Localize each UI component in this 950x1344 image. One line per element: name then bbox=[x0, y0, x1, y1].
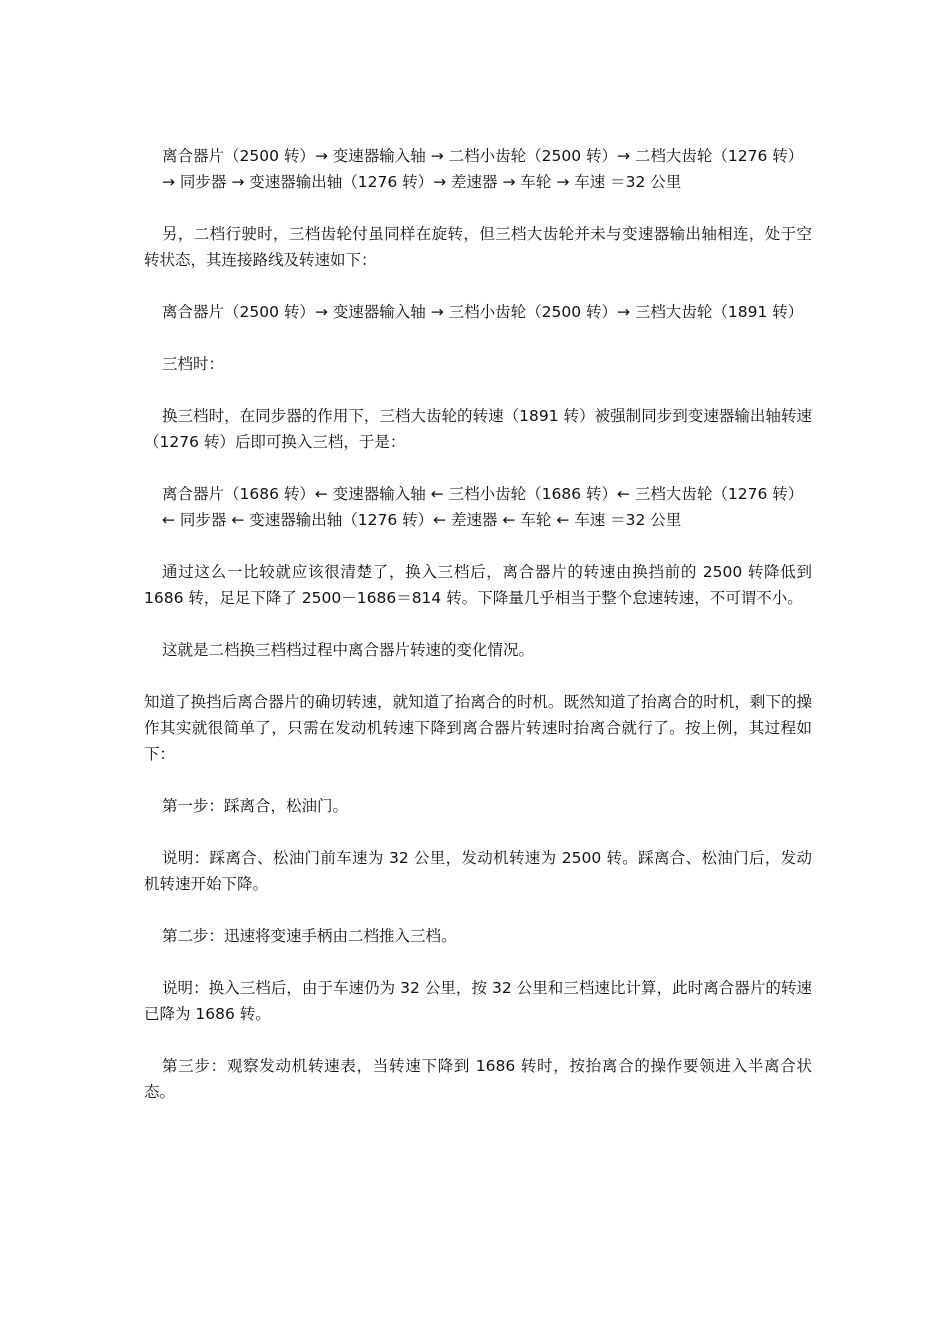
paragraph-line: 知道了换挡后离合器片的确切转速，就知道了抬离合的时机。既然知道了抬离合的时机，剩下的操作其实就很简单了，只需在发动机转速下降到离合器片转速时抬离合就行了。按上例，其过程如下： bbox=[144, 693, 812, 763]
paragraph-line: 离合器片（2500 转）→ 变速器输入轴 → 二档小齿轮（2500 转）→ 二档大齿轮（1276 转） bbox=[162, 147, 804, 165]
paragraph-line: → 同步器 → 变速器输出轴（1276 转）→ 差速器 → 车轮 → 车速 ＝32 公里 bbox=[162, 173, 682, 191]
paragraph-p9 bbox=[144, 689, 812, 767]
paragraph-p5 bbox=[144, 403, 812, 455]
paragraph-p11 bbox=[144, 845, 812, 897]
paragraph-line: 换三档时，在同步器的作用下，三档大齿轮的转速（1891 转）被强制同步到变速器输出轴转速（1276 转）后即可换入三档，于是： bbox=[144, 407, 812, 451]
paragraph-line: 第三步：观察发动机转速表，当转速下降到 1686 转时，按抬离合的操作要领进入半离合状态。 bbox=[144, 1057, 812, 1101]
paragraph-p6 bbox=[144, 481, 812, 533]
paragraph-line: ← 同步器 ← 变速器输出轴（1276 转）← 差速器 ← 车轮 ← 车速 ＝32 公里 bbox=[162, 511, 682, 529]
paragraph-line: 三档时： bbox=[162, 355, 225, 373]
paragraph-p4 bbox=[144, 351, 812, 377]
paragraph-line: 第二步：迅速将变速手柄由二档推入三档。 bbox=[162, 927, 457, 945]
paragraph-p14 bbox=[144, 1053, 812, 1105]
paragraph-line: 第一步：踩离合，松油门。 bbox=[162, 797, 349, 815]
paragraph-p3 bbox=[144, 299, 812, 325]
paragraph-p12 bbox=[144, 923, 812, 949]
paragraph-line: 离合器片（2500 转）→ 变速器输入轴 → 三档小齿轮（2500 转）→ 三档大齿轮（1891 转） bbox=[162, 303, 804, 321]
document-body bbox=[144, 143, 812, 1131]
paragraph-line: 另，二档行驶时，三档齿轮付虽同样在旋转，但三档大齿轮并未与变速器输出轴相连，处于空转状态，其连接路线及转速如下： bbox=[144, 225, 812, 269]
paragraph-p8 bbox=[144, 637, 812, 663]
paragraph-p7 bbox=[144, 559, 812, 611]
paragraph-p10 bbox=[144, 793, 812, 819]
paragraph-line: 这就是二档换三档档过程中离合器片转速的变化情况。 bbox=[162, 641, 535, 659]
paragraph-line: 说明：换入三档后，由于车速仍为 32 公里，按 32 公里和三档速比计算，此时离合器片的转速已降为 1686 转。 bbox=[144, 979, 812, 1023]
paragraph-line: 离合器片（1686 转）← 变速器输入轴 ← 三档小齿轮（1686 转）← 三档大齿轮（1276 转） bbox=[162, 485, 804, 503]
paragraph-p2 bbox=[144, 221, 812, 273]
paragraph-line: 通过这么一比较就应该很清楚了，换入三档后，离合器片的转速由换挡前的 2500 转降低到 1686 转，足足下降了 2500－1686＝814 转。下降量几乎相当于整个怠速转速，不可谓不小。 bbox=[144, 563, 812, 607]
paragraph-p13 bbox=[144, 975, 812, 1027]
paragraph-p1 bbox=[144, 143, 812, 195]
paragraph-line: 说明：踩离合、松油门前车速为 32 公里，发动机转速为 2500 转。踩离合、松油门后，发动机转速开始下降。 bbox=[144, 849, 812, 893]
